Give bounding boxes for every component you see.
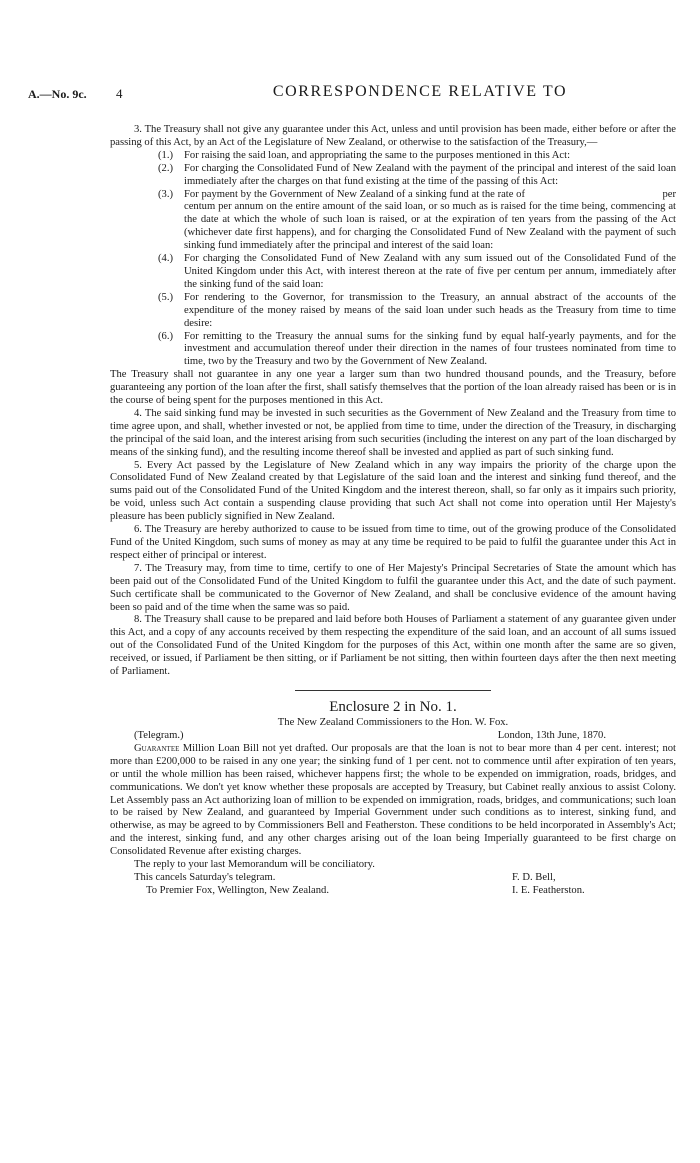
clause-3-item-3: [158, 189, 676, 254]
clause-3-item-5: [158, 292, 676, 331]
telegram-date: London, 13th June, 1870.: [497, 729, 606, 741]
clause-3-item-4: [158, 253, 676, 292]
clause-6: 6. The Treasury are hereby authorized to cause to be issued from time to time, out of the growing produce of the Consolidated Fund of the United Kingdom, such sums of money as may at any time be required to be paid to fulfil the guarantee under this Act in respect either of principal or interest.: [110, 524, 676, 561]
clause-3-intro: 3. The Treasury shall not give any guarantee under this Act, unless and until provision has been made, either before or after the passing of this Act, by an Act of the Legislature of New Zealand, or otherwise to the satisfaction of the Treasury,—: [110, 124, 676, 148]
page-header: [28, 83, 660, 108]
item-text-continued: per centum per annum on the entire amount of the said loan, or so much as is raised for the time being, commencing at the date at which the whole of such loan is raised, or at the expiration of ten years from the passing of the Act (whichever date first happens), and for charging the Consolidated Fund of New Zealand with the payment of such sinking fund immediately after the principal and interest of the said loan:: [184, 188, 676, 252]
clause-3-closing: The Treasury shall not guarantee in any one year a larger sum than two hundred thousand pounds, and the Treasury, before guaranteeing any portion of the loan after the first, shall satisfy themselves that the portion of the loan already raised has been or is in the course of being spent for the purposes mentioned in this Act.: [110, 369, 676, 407]
telegram-lead-word: Guarantee: [134, 742, 180, 754]
signature-row-2: [110, 885, 676, 898]
item-text: For charging the Consolidated Fund of New Zealand with the payment of the principal and interest of the said loan immediately after the charges on that fund existing at the time of the passing of this Act:: [184, 162, 676, 187]
item-number: (4.): [158, 253, 174, 265]
paper-reference: A.—No. 9c.: [28, 87, 87, 101]
clause-7: 7. The Treasury may, from time to time, certify to one of Her Majesty's Principal Secretaries of State the amount which has been paid out of the Consolidated Fund of the United Kingdom to fulfil the guarantee under this Act, and the date of such payment. Such certificate shall be communicated to the Governor of New Zealand, and shall be conclusive evidence of the amount having been so paid and of the time when the same was so paid.: [110, 562, 676, 613]
running-title: CORRESPONDENCE RELATIVE TO: [272, 83, 568, 100]
clause-8: 8. The Treasury shall cause to be prepared and laid before both Houses of Parliament a statement of any guarantee given under this Act, and a copy of any accounts received by them respecting the expenditure of the said loan, and an account of all sums issued out of the Consolidated Fund of the United Kingdom for the purposes of this Act, within one month after the same are so given, received, or issued, if Parliament be then sitting, or if Parliament be not sitting, then within fourteen days after the then next meeting of Parliament.: [110, 614, 676, 678]
clause-3-item-1: [158, 150, 676, 163]
telegram-line-cancel: This cancels Saturday's telegram.: [134, 871, 276, 883]
clause-3-item-6: [158, 331, 676, 370]
telegram-text: Million Loan Bill not yet drafted. Our proposals are that the loan is not to bear more than 4 per cent. interest; not more than £200,000 to be raised in any one year; the sinking fund of 1 per cent. not to commence until after expiration of ten years, or until the whole million has been raised, whichever happens first; the whole to be expended on immigration, roads, bridges, and communications. We don't yet know whether these proposals are accepted by Treasury, but Cabinet really anxious to assist Colony. Let Assembly pass an Act authorizing loan of million to be expended on immigration, roads, bridges, and communications; such loan to be raised by New Zealand, and guaranteed by Imperial Government under such conditions as to interest, sinking fund, and otherwise, as may be agreed to by Commissioners Bell and Featherston. These conditions to be held incorporated in Assembly's Act; and the interest, sinking fund, and any other charges arising out of the loan being Imperially guaranteed to be first charge on Consolidated Revenue after existing charges.: [110, 742, 676, 858]
clause-5: 5. Every Act passed by the Legislature of New Zealand which in any way impairs the priority of the charge upon the Consolidated Fund of New Zealand created by that Legislature of the said loan and the interest and sinking fund thereof, and the sums paid out of the Consolidated Fund of the United Kingdom and the interest thereon, shall, so far only as it impairs such priority, be void, unless such Act contain a suspending clause providing that such Act shall not come into operation until Her Majesty's pleasure has been publicly signified in New Zealand.: [110, 459, 676, 523]
page-number: 4: [116, 86, 123, 101]
item-text: For rendering to the Governor, for transmission to the Treasury, an annual abstract of the accounts of the expenditure of the money raised by means of the said loan under such heads as the Treasury from time to time desire:: [184, 291, 676, 329]
item-number: (1.): [158, 149, 174, 161]
signatory-featherston: I. E. Featherston.: [512, 884, 585, 896]
item-text: For charging the Consolidated Fund of New Zealand with any sum issued out of the Consolidated Fund of the United Kingdom under this Act, with interest thereon at the rate of five per centum per annum, immediately after the sinking fund of the said loan:: [184, 253, 676, 290]
telegram-body: [110, 743, 676, 859]
item-text: For remitting to the Treasury the annual sums for the sinking fund by equal half-yearly payments, and for the investment and accumulation thereof under their direction in the names of four trustees nominated from time to time, two by the Treasury and two by the Government of New Zealand.: [184, 330, 676, 368]
telegram-line-reply: The reply to your last Memorandum will be conciliatory.: [134, 859, 375, 871]
enclosure-subheading: The New Zealand Commissioners to the Hon. W. Fox.: [277, 716, 509, 728]
item-text: For payment by the Government of New Zealand of a sinking fund at the rate of: [184, 188, 525, 200]
clause-3-item-2: [158, 163, 676, 189]
clause-4: 4. The said sinking fund may be invested in such securities as the Government of New Zealand and the Treasury from time to time agree upon, and shall, whether invested or not, be applied from time to time, under the direction of the Treasury, in discharging the principal of the said loan, and the interest arising from such securities (including the interest on any part of the loan discharged by means of the sinking fund), and the resulting income thereof shall be invested and applied as part of such sinking fund.: [110, 407, 676, 458]
telegram-line: [110, 730, 676, 743]
item-number: (2.): [158, 162, 174, 174]
telegram-label: (Telegram.): [134, 729, 184, 741]
item-number: (6.): [158, 330, 174, 342]
item-number: (3.): [158, 188, 174, 200]
item-text: For raising the said loan, and appropriating the same to the purposes mentioned in this Act:: [184, 149, 571, 161]
document-body: [110, 124, 676, 898]
item-number: (5.): [158, 291, 174, 303]
section-divider: [295, 690, 491, 691]
signature-row-1: [110, 872, 676, 885]
enclosure-heading: Enclosure 2 in No. 1.: [329, 698, 457, 715]
signatory-bell: F. D. Bell,: [512, 871, 556, 883]
telegram-addressee: To Premier Fox, Wellington, New Zealand.: [146, 884, 329, 896]
